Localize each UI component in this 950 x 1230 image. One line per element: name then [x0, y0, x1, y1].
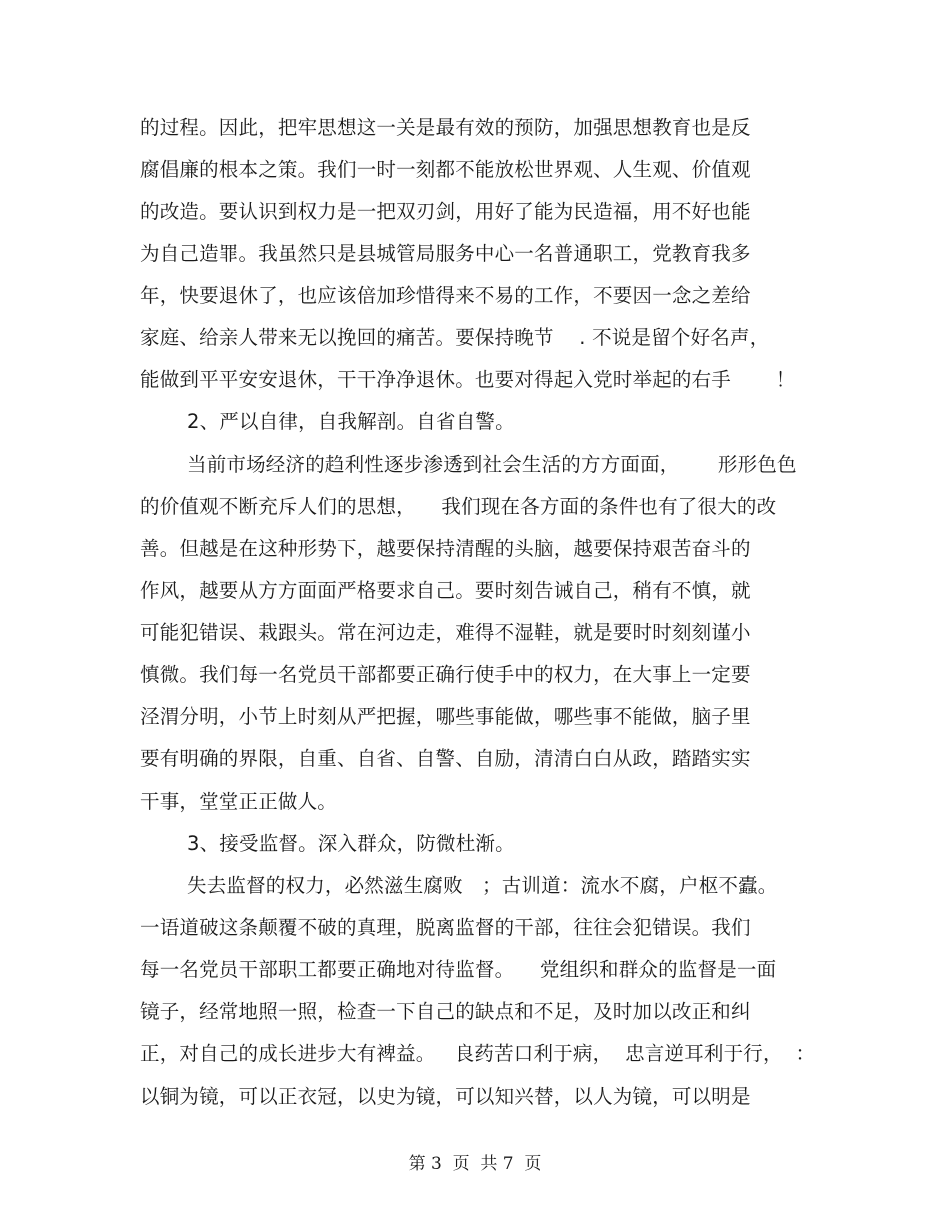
- body-text-line: 为自己造罪。我虽然只是县城管局服务中心一名普通职工，党教育我多: [140, 242, 751, 265]
- body-text-line: 年，快要退休了，也应该倍加珍惜得来不易的工作，不要因一念之差给: [140, 284, 751, 307]
- body-text-line: 善。但越是在这种形势下，越要保持清醒的头脑，越要保持艰苦奋斗的: [140, 537, 751, 560]
- body-text-line: 要有明确的界限，自重、自省、自警、自励，清清白白从政，踏踏实实: [140, 747, 751, 770]
- body-text-line: 家庭、给亲人带来无以挽回的痛苦。要保持晚节 . 不说是留个好名声，: [140, 326, 770, 349]
- body-text-line: 干事，堂堂正正做人。: [140, 790, 338, 813]
- body-text-line: 的改造。要认识到权力是一把双刃剑，用好了能为民造福，用不好也能: [140, 200, 751, 223]
- body-text-line: 慎微。我们每一名党员干部都要正确行使手中的权力，在大事上一定要: [140, 663, 751, 686]
- body-text-line: 镜子，经常地照一照，检查一下自己的缺点和不足，及时加以改正和纠: [140, 1000, 751, 1023]
- body-text-line: 的过程。因此，把牢思想这一关是最有效的预防，加强思想教育也是反: [140, 116, 751, 139]
- body-text-line: 以铜为镜，可以正衣冠，以史为镜，可以知兴替，以人为镜，可以明是: [140, 1085, 751, 1108]
- section-heading: 3、接受监督。深入群众，防微杜渐。: [187, 832, 515, 855]
- page-number-footer: 第 3 页 共 7 页: [408, 1154, 542, 1174]
- body-text-line: 能做到平平安安退休，干干净净退休。也要对得起入党时举起的右手 ！: [140, 368, 796, 391]
- body-text-line: 每一名党员干部职工都要正确地对待监督。 党组织和群众的监督是一面: [140, 958, 777, 981]
- body-text-line: 当前市场经济的趋利性逐步渗透到社会生活的方方面面， 形形色色: [187, 453, 797, 476]
- body-text-line: 一语道破这条颠覆不破的真理，脱离监督的干部，往往会犯错误。我们: [140, 916, 751, 939]
- body-text-line: 泾渭分明，小节上时刻从严把握，哪些事能做，哪些事不能做，脑子里: [140, 705, 751, 728]
- body-text-line: 作风，越要从方方面面严格要求自己。要时刻告诫自己，稍有不慎，就: [140, 579, 751, 602]
- body-text-line: 可能犯错误、栽跟头。常在河边走，难得不湿鞋，就是要时时刻刻谨小: [140, 621, 751, 644]
- body-text-line: 正，对自己的成长进步大有裨益。 良药苦口利于病， 忠言逆耳利于行， ：: [140, 1042, 816, 1065]
- body-text-line: 腐倡廉的根本之策。我们一时一刻都不能放松世界观、人生观、价值观: [140, 158, 751, 181]
- body-text-line: 失去监督的权力，必然滋生腐败 ；古训道：流水不腐，户枢不蠹。: [187, 874, 778, 897]
- body-text-line: 的价值观不断充斥人们的思想， 我们现在各方面的条件也有了很大的改: [140, 495, 777, 518]
- section-heading: 2、严以自律，自我解剖。自省自警。: [187, 410, 515, 433]
